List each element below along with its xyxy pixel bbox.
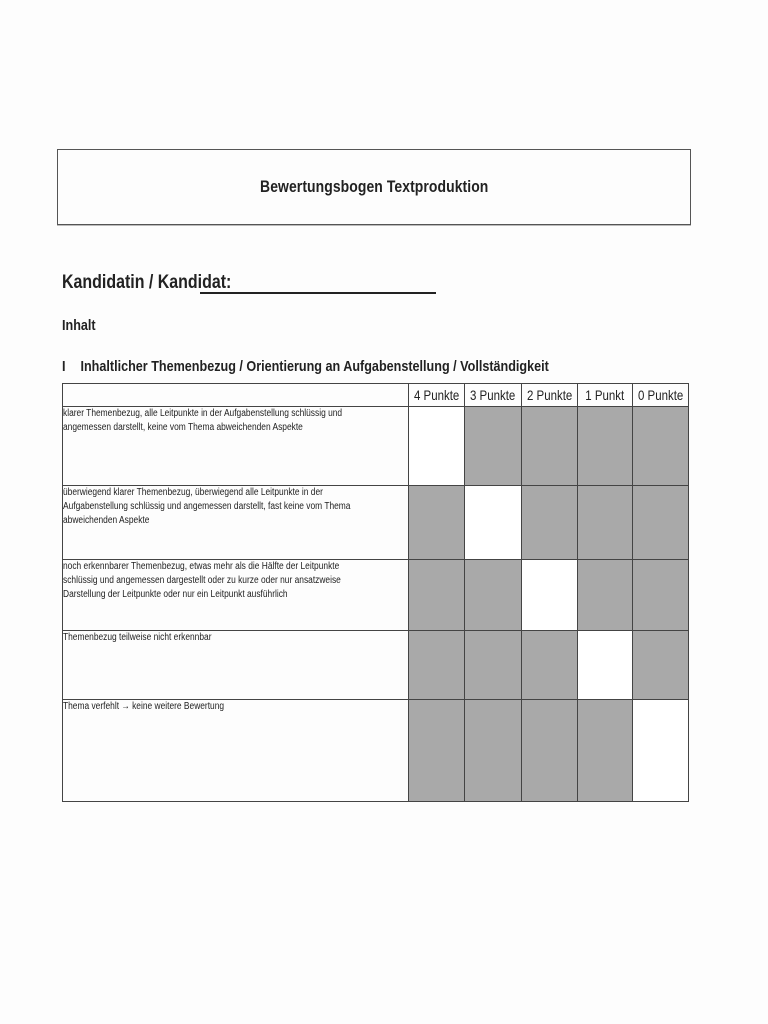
- score-cell[interactable]: [465, 560, 521, 631]
- document-title: Bewertungsbogen Textproduktion: [259, 177, 489, 196]
- score-cell[interactable]: [521, 486, 577, 560]
- score-cell[interactable]: [632, 486, 688, 560]
- table-row: [63, 407, 689, 486]
- candidate-label: Kandidatin / Kandidat:: [62, 272, 232, 293]
- candidate-row: [62, 272, 232, 294]
- score-cell[interactable]: [465, 631, 521, 700]
- score-cell[interactable]: [409, 560, 465, 631]
- criterion-title: Inhaltlicher Themenbezug / Orientierung an Aufgabenstellung / Vollständigkeit: [80, 358, 549, 375]
- table-row: [63, 560, 689, 631]
- criterion-heading: [62, 358, 549, 375]
- column-header: 1 Punkt: [577, 384, 632, 407]
- section-heading: Inhalt: [62, 317, 96, 334]
- score-cell[interactable]: [632, 700, 688, 802]
- score-cell[interactable]: [521, 407, 577, 486]
- score-cell[interactable]: [521, 700, 577, 802]
- row-description: Thema verfehlt → keine weitere Bewertung: [63, 700, 409, 802]
- score-cell[interactable]: [465, 407, 521, 486]
- table-header-row: [63, 384, 689, 407]
- score-cell[interactable]: [577, 560, 632, 631]
- score-cell[interactable]: [632, 631, 688, 700]
- row-description: überwiegend klarer Themenbezug, überwiegend alle Leitpunkte in der Aufgabenstellung schlüssig und angemessen darstellt, fast keine vom Thema abweichenden Aspekte: [63, 486, 409, 560]
- score-cell[interactable]: [409, 631, 465, 700]
- candidate-name-line[interactable]: [200, 292, 436, 294]
- column-header: 0 Punkte: [632, 384, 688, 407]
- score-cell[interactable]: [577, 700, 632, 802]
- score-cell[interactable]: [465, 700, 521, 802]
- score-cell[interactable]: [409, 700, 465, 802]
- row-description: noch erkennbarer Themenbezug, etwas mehr als die Hälfte der Leitpunkte schlüssig und angemessen dargestellt oder zu kurze oder nur ansatzweise Darstellung der Leitpunkte oder nur ein Leitpunkt ausführlich: [63, 560, 409, 631]
- score-cell[interactable]: [632, 407, 688, 486]
- score-cell[interactable]: [521, 631, 577, 700]
- score-cell[interactable]: [577, 407, 632, 486]
- score-cell[interactable]: [409, 407, 465, 486]
- row-description: klarer Themenbezug, alle Leitpunkte in der Aufgabenstellung schlüssig und angemessen darstellt, keine vom Thema abweichenden Aspekte: [63, 407, 409, 486]
- table-row: [63, 631, 689, 700]
- title-box: [57, 149, 691, 225]
- score-cell[interactable]: [632, 560, 688, 631]
- criterion-number: I: [62, 358, 66, 375]
- table-row: [63, 486, 689, 560]
- column-header: 3 Punkte: [465, 384, 521, 407]
- column-header: 2 Punkte: [521, 384, 577, 407]
- description-header: [63, 384, 409, 407]
- score-cell[interactable]: [521, 560, 577, 631]
- row-description: Themenbezug teilweise nicht erkennbar: [63, 631, 409, 700]
- score-cell[interactable]: [577, 631, 632, 700]
- table-row: [63, 700, 689, 802]
- score-cell[interactable]: [577, 486, 632, 560]
- scoring-table: [62, 383, 689, 802]
- score-cell[interactable]: [409, 486, 465, 560]
- score-cell[interactable]: [465, 486, 521, 560]
- column-header: 4 Punkte: [409, 384, 465, 407]
